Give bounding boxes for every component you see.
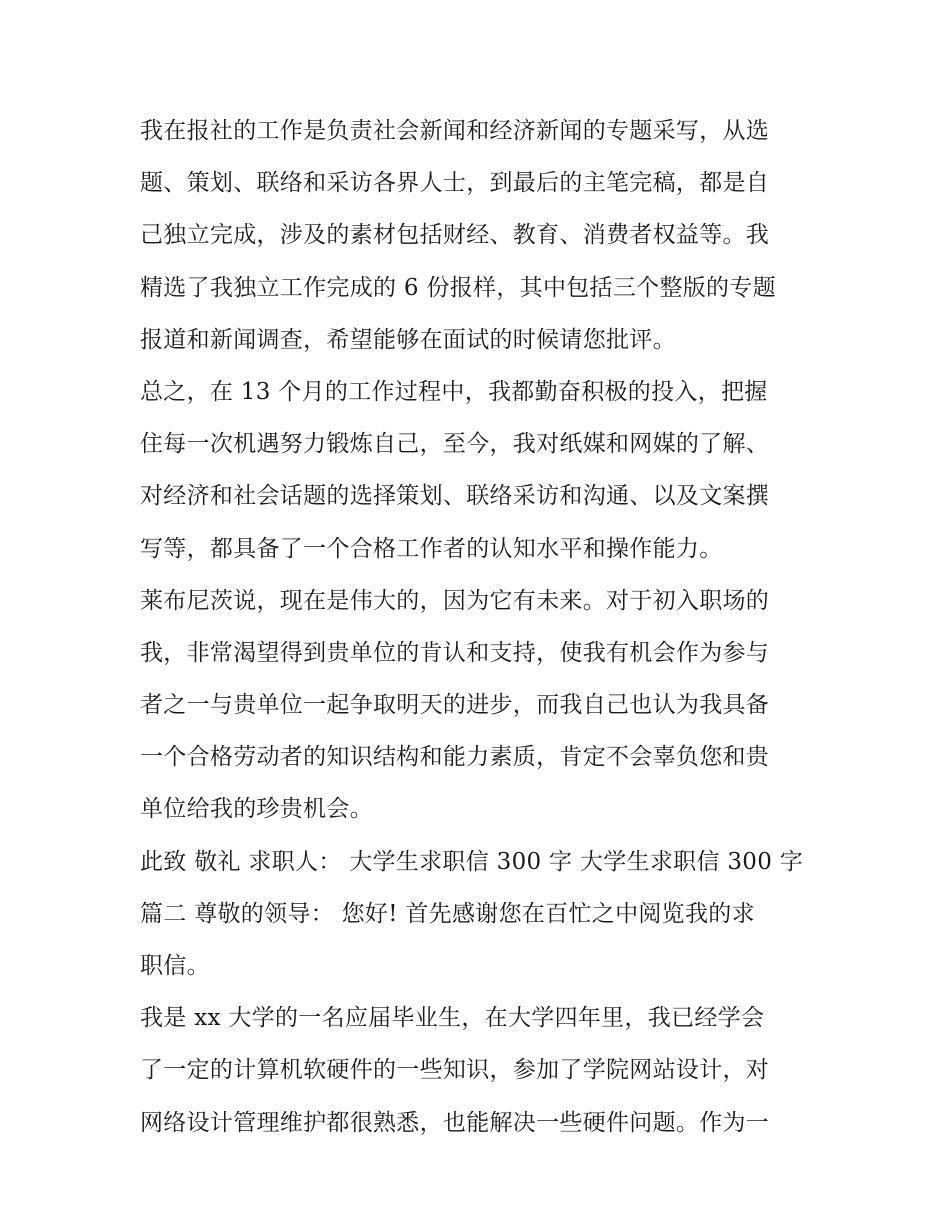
text-line: 莱布尼茨说，现在是伟大的，因为它有未来。对于初入职场的: [140, 587, 770, 614]
text-line: 职信。: [140, 953, 210, 979]
text-line: 单位给我的珍贵机会。: [140, 796, 373, 823]
text-line: 题、策划、联络和采访各界人士，到最后的主笔完稿，都是自: [140, 170, 770, 197]
text-line: 总之，在 13 个月的工作过程中，我都勤奋积极的投入，把握: [140, 378, 768, 405]
document-body: [140, 105, 812, 1149]
text-line: 住每一次机遇努力锻炼自己，至今，我对纸媒和网媒的了解、: [140, 431, 770, 458]
text-line: 一个合格劳动者的知识结构和能力素质，肯定不会辜负您和贵: [140, 744, 770, 771]
text-line: 网络设计管理维护都很熟悉，也能解决一些硬件问题。作为一: [140, 1109, 770, 1136]
text-line: 我，非常渴望得到贵单位的肯认和支持，使我有机会作为参与: [140, 639, 770, 666]
text-line: 精选了我独立工作完成的 6 份报样，其中包括三个整版的专题: [140, 274, 776, 301]
text-line: 篇二 尊敬的领导： 您好! 首先感谢您在百忙之中阅览我的求: [140, 900, 755, 927]
text-line: 者之一与贵单位一起争取明天的进步，而我自己也认为我具备: [140, 692, 770, 719]
text-line: 我是 xx 大学的一名应届毕业生，在大学四年里，我已经学会: [140, 1005, 765, 1032]
text-line: 我在报社的工作是负责社会新闻和经济新闻的专题采写，从选: [140, 118, 770, 144]
text-line: 己独立完成，涉及的素材包括财经、教育、消费者权益等。我: [140, 222, 770, 249]
text-line: 写等，都具备了一个合格工作者的认知水平和操作能力。: [140, 535, 723, 562]
text-line: 此致 敬礼 求职人： 大学生求职信 300 字 大学生求职信 300 字: [140, 848, 804, 875]
text-line: 了一定的计算机软硬件的一些知识，参加了学院网站设计，对: [140, 1057, 770, 1084]
text-line: 对经济和社会话题的选择策划、联络采访和沟通、以及文案撰: [140, 483, 770, 510]
text-line: 报道和新闻调查，希望能够在面试的时候请您批评。: [140, 326, 676, 353]
